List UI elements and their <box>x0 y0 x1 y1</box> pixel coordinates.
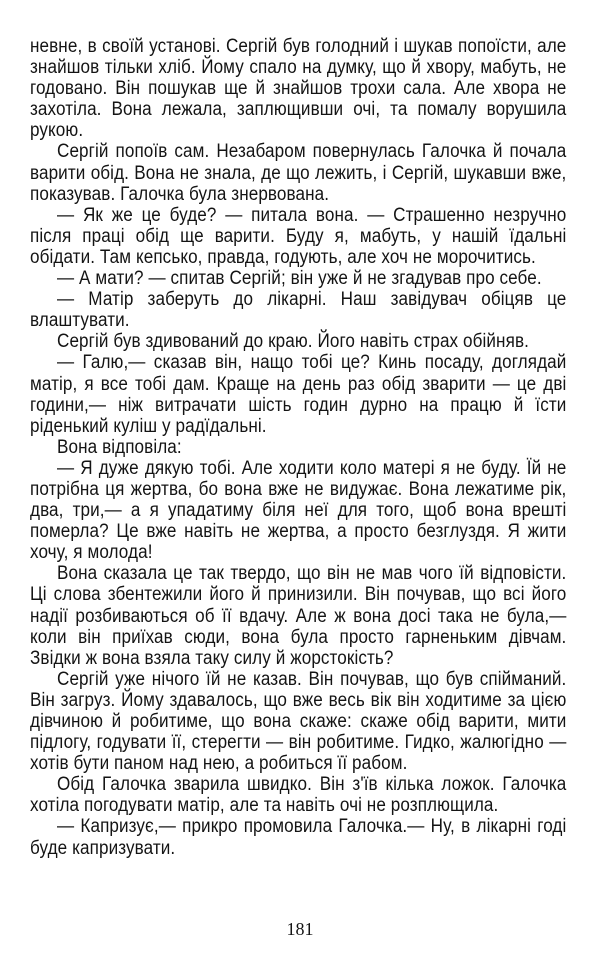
paragraph-13: — Капризує,— прикро промовила Галочка.— Ну, в лікарні годі буде капризувати. <box>30 816 567 859</box>
book-page-text <box>30 36 566 859</box>
paragraph-11: Сергій уже нічого їй не казав. Він почував, що був спійманий. Він загруз. Йому здавалось, що вже весь вік він ходитиме за цією дівчиною й робитиме, що вона скаже: скаже обід варити, мити підлогу, годувати її, стерегти — він робитиме. Гидко, жалюгідно — хотів бути паном над нею, а робиться її рабом. <box>30 668 567 775</box>
paragraph-2: Сергій попоїв сам. Незабаром повернулась Галочка й почала варити обід. Вона не знала, де що лежить, і Сергій, шукавши вже, показував. Галочка була знервована. <box>30 141 567 205</box>
paragraph-7: — Галю,— сказав він, нащо тобі це? Кинь посаду, доглядай матір, я все тобі дам. Краще на день раз обід зварити — це дві години,— ніж витрачати шість годин дурно на працю й їсти ріденький куліш у радїдальні. <box>30 352 567 437</box>
paragraph-8: Вона відповіла: <box>57 436 182 458</box>
paragraph-5: — Матір заберуть до лікарні. Наш завідувач обіцяв це влаштувати. <box>30 289 567 332</box>
paragraph-3: — Як же це буде? — питала вона. — Страшенно незручно після праці обід ще варити. Буду я, мабуть, у нашій їдальні обідати. Там кепсько, правда, годують, але хоч не морочитись. <box>30 204 567 268</box>
paragraph-4: — А мати? — спитав Сергій; він уже й не згадував про себе. <box>57 268 542 290</box>
text-column <box>30 36 566 859</box>
page-number: 181 <box>286 919 314 939</box>
paragraph-10: Вона сказала це так твердо, що він не мав чого їй відповісти. Ці слова збентежили його й принизили. Він почував, що всі його надії розбиваються об її вдачу. Але ж вона досі така не була,— коли він приїхав сюди, вона була просто гарненьким дівчам. Звідки ж вона взяла таку силу й жорстокість? <box>30 563 567 669</box>
paragraph-9: — Я дуже дякую тобі. Але ходити коло матері я не буду. Їй не потрібна ця жертва, бо вона вже не видужає. Вона лежатиме рік, два, три,— а я упадатиму біля неї для того, щоб вона врешті померла? Це вже навіть не жертва, а просто безглуздя. Я жити хочу, я молода! <box>30 457 567 564</box>
paragraph-1: невне, в своїй установі. Сергій був голодний і шукав попоїсти, але знайшов тільки хліб. Йому спало на думку, що й хвору, мабуть, не годовано. Він пошукав ще й знайшов трохи сала. Але хвора не захотіла. Вона лежала, заплющивши очі, та помалу ворушила рукою. <box>30 36 567 142</box>
paragraph-6: Сергій був здивований до краю. Його навіть страх обійняв. <box>57 331 529 353</box>
paragraph-12: Обід Галочка зварила швидко. Він з'їв кілька ложок. Галочка хотіла погодувати матір, але та навіть очі не розплющила. <box>30 774 567 817</box>
